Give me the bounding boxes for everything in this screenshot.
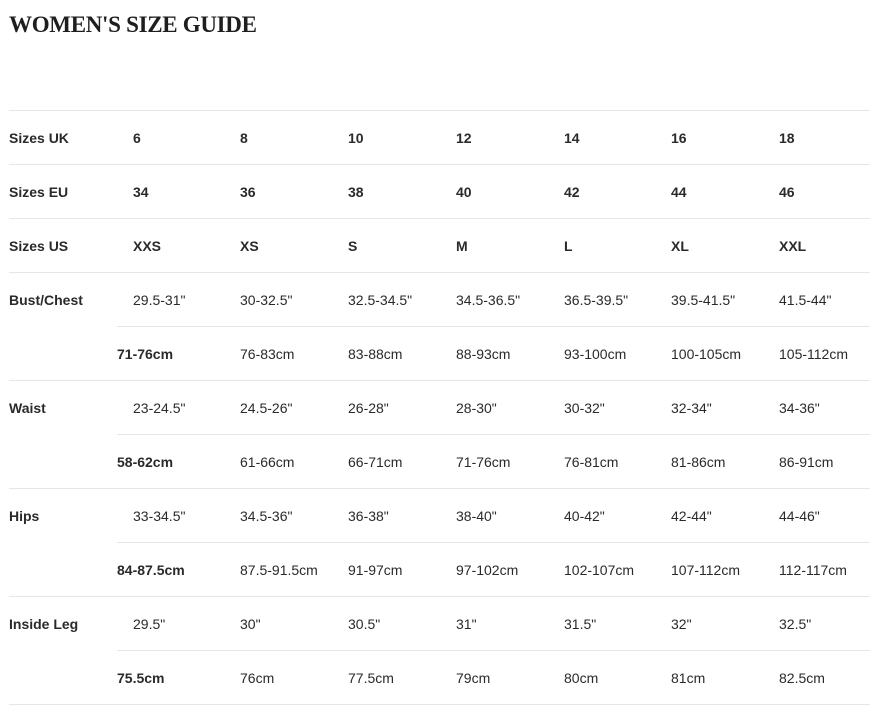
table-cell: 34.5-36.5" — [456, 273, 564, 327]
table-cell: 84-87.5cm — [117, 543, 240, 597]
table-cell: 28-30" — [456, 381, 564, 435]
table-cell: 6 — [117, 111, 240, 165]
page-title: WOMEN'S SIZE GUIDE — [9, 12, 257, 37]
table-cell: 81cm — [671, 651, 779, 705]
table-cell: 34-36" — [779, 381, 870, 435]
table-cell: 83-88cm — [348, 327, 456, 381]
row-label: Bust/Chest — [9, 273, 117, 327]
row-label: Sizes UK — [9, 111, 117, 165]
table-cell: 81-86cm — [671, 435, 779, 489]
table-cell: 30-32" — [564, 381, 671, 435]
table-cell: 105-112cm — [779, 327, 870, 381]
table-cell: 88-93cm — [456, 327, 564, 381]
table-cell: 38-40" — [456, 489, 564, 543]
table-cell: 82.5cm — [779, 651, 870, 705]
row-label: Inside Leg — [9, 597, 117, 651]
table-cell: 38 — [348, 165, 456, 219]
table-cell: 86-91cm — [779, 435, 870, 489]
table-row — [9, 219, 870, 273]
row-label: Sizes EU — [9, 165, 117, 219]
table-cell: 32-34" — [671, 381, 779, 435]
table-cell: XXL — [779, 219, 870, 273]
row-label: Sizes US — [9, 219, 117, 273]
table-cell: 39.5-41.5" — [671, 273, 779, 327]
table-cell: 41.5-44" — [779, 273, 870, 327]
table-cell: 12 — [456, 111, 564, 165]
table-cell: 107-112cm — [671, 543, 779, 597]
table-cell: 79cm — [456, 651, 564, 705]
table-cell: 58-62cm — [117, 435, 240, 489]
table-cell: 34 — [117, 165, 240, 219]
table-cell: 23-24.5" — [117, 381, 240, 435]
table-cell: 40-42" — [564, 489, 671, 543]
row-label: Hips — [9, 489, 117, 543]
table-cell: 93-100cm — [564, 327, 671, 381]
table-cell: 46 — [779, 165, 870, 219]
row-label — [9, 327, 117, 381]
table-row — [9, 597, 870, 651]
table-cell: 42-44" — [671, 489, 779, 543]
table-cell: 42 — [564, 165, 671, 219]
table-cell: 76-83cm — [240, 327, 348, 381]
table-row — [9, 273, 870, 327]
table-cell: 26-28" — [348, 381, 456, 435]
row-label — [9, 543, 117, 597]
table-cell: 61-66cm — [240, 435, 348, 489]
table-cell: 30-32.5" — [240, 273, 348, 327]
table-cell: XXS — [117, 219, 240, 273]
table-cell: 32.5-34.5" — [348, 273, 456, 327]
table-cell: 31" — [456, 597, 564, 651]
table-cell: 36.5-39.5" — [564, 273, 671, 327]
row-label: Waist — [9, 381, 117, 435]
table-cell: 36-38" — [348, 489, 456, 543]
table-cell: 18 — [779, 111, 870, 165]
table-cell: 100-105cm — [671, 327, 779, 381]
table-cell: 76-81cm — [564, 435, 671, 489]
table-cell: 75.5cm — [117, 651, 240, 705]
table-row — [9, 543, 870, 597]
table-cell: 91-97cm — [348, 543, 456, 597]
size-guide-table — [9, 110, 870, 705]
table-cell: 32.5" — [779, 597, 870, 651]
table-cell: 87.5-91.5cm — [240, 543, 348, 597]
row-label — [9, 651, 117, 705]
table-cell: 40 — [456, 165, 564, 219]
table-cell: 30" — [240, 597, 348, 651]
table-row — [9, 111, 870, 165]
table-cell: L — [564, 219, 671, 273]
table-cell: 97-102cm — [456, 543, 564, 597]
table-cell: XL — [671, 219, 779, 273]
table-cell: S — [348, 219, 456, 273]
table-cell: 80cm — [564, 651, 671, 705]
table-cell: 44 — [671, 165, 779, 219]
table-cell: 33-34.5" — [117, 489, 240, 543]
table-row — [9, 381, 870, 435]
table-cell: 66-71cm — [348, 435, 456, 489]
table-cell: 16 — [671, 111, 779, 165]
table-cell: M — [456, 219, 564, 273]
table-cell: 34.5-36" — [240, 489, 348, 543]
table-cell: XS — [240, 219, 348, 273]
table-cell: 71-76cm — [117, 327, 240, 381]
table-cell: 102-107cm — [564, 543, 671, 597]
table-cell: 30.5" — [348, 597, 456, 651]
table-cell: 8 — [240, 111, 348, 165]
table-row — [9, 651, 870, 705]
table-cell: 77.5cm — [348, 651, 456, 705]
table-cell: 14 — [564, 111, 671, 165]
table-cell: 29.5-31" — [117, 273, 240, 327]
table-cell: 36 — [240, 165, 348, 219]
table-cell: 31.5" — [564, 597, 671, 651]
row-label — [9, 435, 117, 489]
table-cell: 32" — [671, 597, 779, 651]
table-cell: 10 — [348, 111, 456, 165]
table-cell: 112-117cm — [779, 543, 870, 597]
table-row — [9, 327, 870, 381]
table-row — [9, 165, 870, 219]
table-cell: 76cm — [240, 651, 348, 705]
table-cell: 29.5" — [117, 597, 240, 651]
table-cell: 71-76cm — [456, 435, 564, 489]
table-cell: 44-46" — [779, 489, 870, 543]
table-row — [9, 489, 870, 543]
table-cell: 24.5-26" — [240, 381, 348, 435]
table-row — [9, 435, 870, 489]
